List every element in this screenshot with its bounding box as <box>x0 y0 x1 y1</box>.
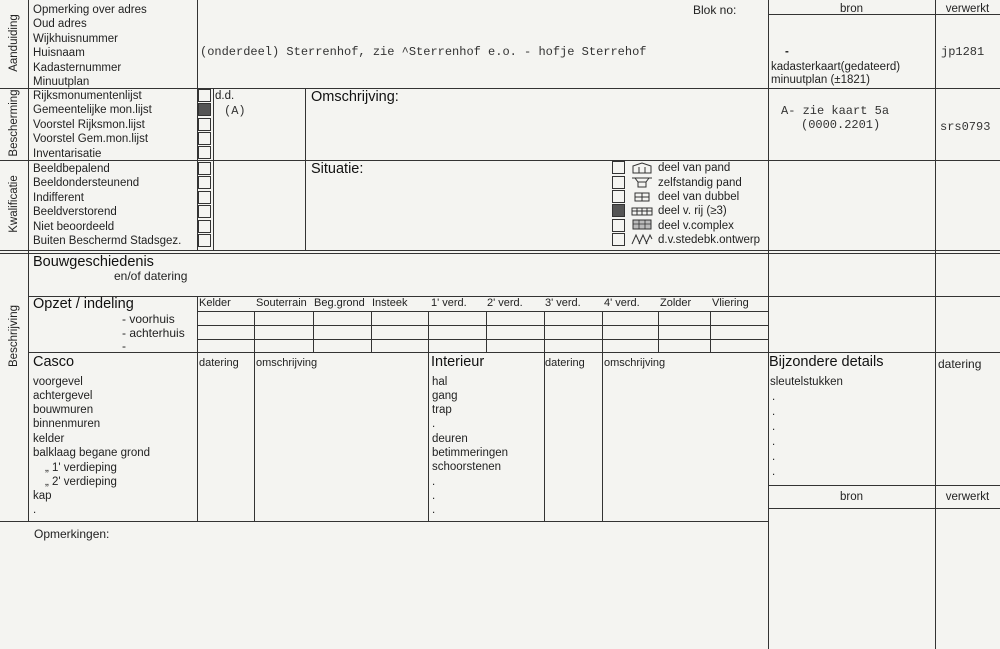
rule-floor-c6 <box>544 311 545 352</box>
section-aanduiding: Aanduiding <box>8 14 20 72</box>
casco-omschrijving-header: omschrijving <box>256 357 318 369</box>
floor-vliering: Vliering <box>712 297 749 309</box>
rule-floor-c7 <box>602 311 603 352</box>
label-niet-beoordeeld: Niet beoordeeld <box>33 221 115 233</box>
checkbox-deel-v-rij[interactable] <box>612 204 625 217</box>
label-kadasternummer: Kadasternummer <box>33 62 122 74</box>
floor-zolder: Zolder <box>660 297 692 309</box>
rule-casco-c1 <box>197 352 198 521</box>
rule-floor-c2 <box>313 311 314 352</box>
situatie-heading: Situatie: <box>311 161 364 177</box>
urban-design-icon <box>631 233 653 245</box>
bron-kaart-num: (0000.2201) <box>801 118 881 132</box>
checkbox-beeldondersteunend[interactable] <box>198 176 211 189</box>
rule-bescherming-bottom <box>0 160 1000 161</box>
casco-item: „ 2' verdieping <box>45 476 117 488</box>
huisnaam-value: (onderdeel) Sterrenhof, zie ^Sterrenhof e.o. - hofje Sterrehof <box>200 45 647 59</box>
checkbox-niet-beoordeeld[interactable] <box>198 220 211 233</box>
rule-floor-1 <box>197 311 768 312</box>
label-beeldbepalend: Beeldbepalend <box>33 163 110 175</box>
interieur-item: . <box>432 490 436 502</box>
option-dv-stedebk: d.v.stedebk.ontwerp <box>658 234 761 246</box>
checkbox-deel-van-pand[interactable] <box>612 161 625 174</box>
rule-kwalificatie-bottom <box>0 250 1000 251</box>
rule-floor-c4 <box>428 311 429 352</box>
floor-kelder: Kelder <box>199 297 231 309</box>
checkbox-deel-v-complex[interactable] <box>612 219 625 232</box>
label-buiten-beschermd: Buiten Beschermd Stadsgez. <box>33 235 182 247</box>
floor-3-verd: 3' verd. <box>545 297 581 309</box>
floor-4-verd: 4' verd. <box>604 297 640 309</box>
casco-item: kap <box>33 490 52 502</box>
rule-floor-3 <box>197 339 768 340</box>
rule-casco-bottom <box>0 521 768 522</box>
label-opmerking-adres: Opmerking over adres <box>33 4 147 16</box>
interieur-item: betimmeringen <box>432 447 509 459</box>
option-deel-v-complex: deel v.complex <box>658 220 734 232</box>
floor-1-verd: 1' verd. <box>431 297 467 309</box>
interieur-item: deuren <box>432 433 468 445</box>
floor-2-verd: 2' verd. <box>487 297 523 309</box>
casco-item: binnenmuren <box>33 418 101 430</box>
checkbox-voorstel-gemmon[interactable] <box>198 132 211 145</box>
bron-dash: - <box>785 46 789 58</box>
complex-icon <box>631 218 653 230</box>
checkbox-beeldverstorend[interactable] <box>198 205 211 218</box>
label-minuutplan: Minuutplan <box>33 76 90 88</box>
floor-souterrain: Souterrain <box>256 297 307 309</box>
opzet-voorhuis: - voorhuis <box>122 312 175 326</box>
rule-verwerkt-col <box>935 0 936 649</box>
checkbox-inventarisatie[interactable] <box>198 146 211 159</box>
checkbox-buiten-beschermd[interactable] <box>198 234 211 247</box>
floor-insteek: Insteek <box>372 297 408 309</box>
interieur-item: . <box>432 476 436 488</box>
bron-kaart: A- zie kaart 5a <box>781 104 890 118</box>
opzet-heading: Opzet / indeling <box>33 296 134 312</box>
bron-header-lower: bron <box>839 491 864 503</box>
casco-item: „ 1' verdieping <box>45 462 117 474</box>
casco-item: voorgevel <box>33 376 83 388</box>
rule-bron-lower2 <box>768 508 1000 509</box>
casco-item: . <box>33 504 37 516</box>
label-oud-adres: Oud adres <box>33 18 87 30</box>
casco-item: kelder <box>33 433 65 445</box>
verwerkt-header: verwerkt <box>945 3 990 15</box>
bijzondere-item: . <box>772 451 776 463</box>
rule-floor-c1 <box>254 311 255 352</box>
rule-interieur-c1 <box>544 352 545 521</box>
rule-casco-c2 <box>254 352 255 521</box>
interieur-item: gang <box>432 390 458 402</box>
option-zelfstandig-pand: zelfstandig pand <box>658 177 742 189</box>
row-house-icon <box>631 204 653 216</box>
opzet-achterhuis: - achterhuis <box>122 326 185 340</box>
rule-checkbox-col <box>213 88 214 250</box>
rule-floor-c8 <box>658 311 659 352</box>
interieur-item: schoorstenen <box>432 461 502 473</box>
checkbox-indifferent[interactable] <box>198 191 211 204</box>
section-kwalificatie: Kwalificatie <box>8 175 20 233</box>
interieur-item: . <box>432 504 436 516</box>
rule-omschrijving-col <box>305 88 306 250</box>
label-voorstel-gemmon: Voorstel Gem.mon.lijst <box>33 133 149 145</box>
verwerkt-jp: jp1281 <box>941 45 985 59</box>
rule-floor-2 <box>197 325 768 326</box>
bron-header: bron <box>839 3 864 15</box>
verwerkt-header-lower: verwerkt <box>945 491 990 503</box>
double-house-icon <box>631 190 653 202</box>
omschrijving-heading: Omschrijving: <box>311 89 399 105</box>
standalone-building-icon <box>631 176 653 188</box>
blok-no-label: Blok no: <box>693 3 737 17</box>
bijzondere-item: . <box>772 391 776 403</box>
checkbox-gemeentelijke-monlijst[interactable] <box>198 103 211 116</box>
bijzondere-item: . <box>772 421 776 433</box>
checkbox-beeldbepalend[interactable] <box>198 162 211 175</box>
interieur-item: . <box>432 418 436 430</box>
label-beeldverstorend: Beeldverstorend <box>33 206 117 218</box>
bron-kadasterkaart: kadasterkaart(gedateerd) <box>771 61 901 73</box>
checkbox-voorstel-rijksmon[interactable] <box>198 118 211 131</box>
option-deel-van-pand: deel van pand <box>658 162 731 174</box>
label-wijkhuisnummer: Wijkhuisnummer <box>33 33 118 45</box>
rule-floor-c5 <box>486 311 487 352</box>
bouwgeschiedenis-heading: Bouwgeschiedenis <box>33 254 154 270</box>
rule-floor-c9 <box>710 311 711 352</box>
casco-heading: Casco <box>33 354 75 370</box>
label-beeldondersteunend: Beeldondersteunend <box>33 177 140 189</box>
section-bescherming: Bescherming <box>8 89 20 157</box>
rule-bron-col <box>768 0 769 649</box>
interieur-omschrijving-header: omschrijving <box>604 357 666 369</box>
opmerkingen-label: Opmerkingen: <box>34 527 110 541</box>
bijzondere-item: . <box>772 466 776 478</box>
checkbox-dv-stedebk[interactable] <box>612 233 625 246</box>
casco-item: balklaag begane grond <box>33 447 151 459</box>
casco-datering-header: datering <box>199 357 239 369</box>
bijzondere-heading: Bijzondere details <box>769 354 884 370</box>
checkbox-zelfstandig-pand[interactable] <box>612 176 625 189</box>
option-deel-van-dubbel: deel van dubbel <box>658 191 740 203</box>
interieur-datering-header: datering <box>545 357 585 369</box>
rule-floor-c0 <box>197 296 198 352</box>
casco-item: achtergevel <box>33 390 93 402</box>
interieur-item: trap <box>432 404 452 416</box>
interieur-heading: Interieur <box>431 354 485 370</box>
section-beschrijving: Beschrijving <box>8 305 20 367</box>
label-voorstel-rijksmon: Voorstel Rijksmon.lijst <box>33 119 145 131</box>
rule-left-col <box>28 0 29 521</box>
bijzondere-item: . <box>772 436 776 448</box>
interieur-item: hal <box>432 376 448 388</box>
option-deel-v-rij: deel v. rij (≥3) <box>658 205 727 217</box>
rule-floor-c3 <box>371 311 372 352</box>
bron-minuutplan: minuutplan (±1821) <box>771 74 871 86</box>
floor-beg-grond: Beg.grond <box>314 297 365 309</box>
rule-opzet-bottom <box>28 352 1000 353</box>
building-part-icon <box>631 162 653 174</box>
bijzondere-item: sleutelstukken <box>770 376 843 388</box>
label-indifferent: Indifferent <box>33 192 84 204</box>
label-inventarisatie: Inventarisatie <box>33 148 102 160</box>
rule-interieur-c2 <box>602 352 603 521</box>
label-rijksmonumentenlijst: Rijksmonumentenlijst <box>33 90 142 102</box>
bijzondere-item: . <box>772 406 776 418</box>
casco-item: bouwmuren <box>33 404 94 416</box>
checkbox-rijksmonumentenlijst[interactable] <box>198 89 211 102</box>
datering-subheading: en/of datering <box>114 269 188 283</box>
bijzondere-datering-header: datering <box>938 357 982 371</box>
gemeentelijke-value: (A) <box>224 104 246 118</box>
verwerkt-srs: srs0793 <box>940 120 991 134</box>
rule-aanduiding-bottom <box>0 88 1000 89</box>
rule-bron-lower <box>768 485 1000 486</box>
label-gemeentelijke-monlijst: Gemeentelijke mon.lijst <box>33 104 152 116</box>
opzet-other: - <box>122 339 126 353</box>
checkbox-deel-van-dubbel[interactable] <box>612 190 625 203</box>
dd-label: d.d. <box>215 90 235 102</box>
rule-interieur-c0 <box>428 352 429 521</box>
label-huisnaam: Huisnaam <box>33 47 85 59</box>
